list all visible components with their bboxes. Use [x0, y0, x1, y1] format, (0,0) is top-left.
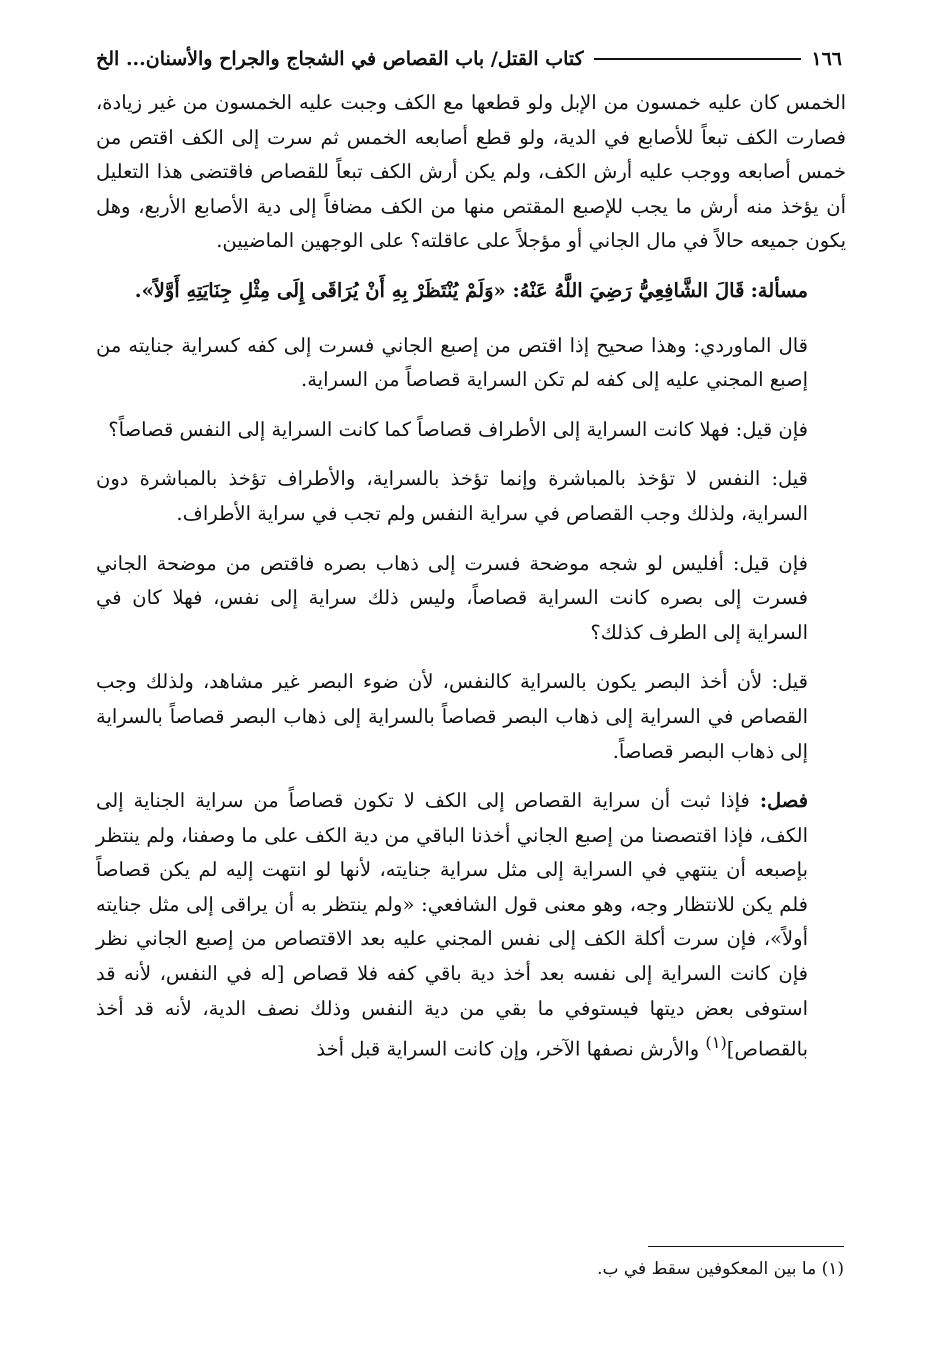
paragraph-reply-2: قيل: لأن أخذ البصر يكون بالسراية كالنفس، لأن ضوء البصر غير مشاهد، ولذلك وجب القصاص في السراية إلى ذهاب البصر قصاصاً بالسراية إلى ذهاب البصر قصاصاً بالسراية إلى ذهاب البصر قصاصاً.: [96, 670, 808, 763]
footnote-marker[interactable]: (١): [705, 1033, 727, 1053]
header-rule: [594, 58, 802, 60]
page-number: ١٦٦: [811, 48, 842, 70]
page-header: [96, 42, 842, 76]
paragraph-reply-1: قيل: النفس لا تؤخذ بالمباشرة وإنما تؤخذ بالسراية، والأطراف تؤخذ بالمباشرة دون السراية، ولذلك وجب القصاص في سراية النفس ولم تجب في سراية الأطراف.: [96, 467, 808, 525]
fasl-label: فصل:: [759, 789, 809, 813]
paragraph-masala: [96, 274, 846, 309]
page-body: [96, 86, 846, 1067]
fasl-text: فإذا ثبت أن سراية القصاص إلى الكف لا تكون قصاصاً من سراية الجناية إلى الكف، فإذا اقتصصنا من إصبع الجاني أخذنا الباقي من دية الكف على ما وصفنا، ولم ينتظر بإصبعه أن ينتهي في السراية إلى مثل سراية جنايته، لأنها لو انتهت إليه لم يكن قصاصاً فلم يكن للانتظار وجه، وهو معنى قول الشافعي: «ولم ينتظر به أن يراقى إلى مثل جنايته أولاً»، فإن سرت أكلة الكف إلى نفس المجني عليه بعد الاقتصاص من إصبع الجاني نظر فإن كانت السراية إلى نفسه بعد أخذ دية باقي كفه فلا قصاص [له في النفس، لأنه قد استوفى بعض ديتها فيستوفي ما بقي من دية النفس وذلك نصف الدية، لأنه قد أخذ بالقصاص]: [96, 789, 808, 1061]
masala-quote: قَالَ الشَّافِعِيُّ رَضِيَ اللَّهُ عَنْهُ: «وَلَمْ يُنْتَظَرْ بِهِ أَنْ يُرَاقَى إِلَى مِثْلِ جِنَايَتِهِ أَوَّلاً».: [134, 278, 745, 302]
fasl-text-end: والأرش نصفها الآخر، وإن كانت السراية قبل أخذ: [316, 1037, 706, 1061]
paragraph-objection-1: فإن قيل: فهلا كانت السراية إلى الأطراف قصاصاً كما كانت السراية إلى النفس قصاصاً؟: [108, 417, 808, 441]
paragraph-mawardi: قال الماوردي: وهذا صحيح إذا اقتص من إصبع الجاني فسرت إلى كفه كسراية جنايته من إصبع المجني عليه إلى كفه لم تكن السراية قصاصاً من السراية.: [96, 333, 808, 392]
running-title: كتاب القتل/ باب القصاص في الشجاج والجراح والأسنان... الخ: [96, 48, 584, 70]
paragraph-fasl: [96, 784, 846, 1067]
paragraph-continuation: الخمس كان عليه خمسون من الإبل ولو قطعها مع الكف وجبت عليه الخمسون من غير زيادة، فصارت الكف تبعاً للأصابع في الدية، ولو قطع أصابعه الخمس ثم سرت إلى الكف اقتص من خمس أصابعه ووجب عليه أرش الكف، ولم يكن أرش الكف تبعاً للقصاص فاقتضى هذا التعليل أن يؤخذ منه أرش ما يجب للإصبع المقتص منها من الكف مضافاً إلى دية الأصابع الأربع، وهل يكون جميعه حالاً في مال الجاني أو مؤجلاً على عاقلته؟ على الوجهين الماضيين.: [96, 91, 846, 253]
footnote-text: ما بين المعكوفين سقط في ب.: [597, 1259, 817, 1279]
paragraph-objection-2: فإن قيل: أفليس لو شجه موضحة فسرت إلى ذهاب بصره فاقتص من موضحة الجاني فسرت إلى بصره كانت السراية قصاصاً، وليس ذلك سراية إلى نفس، فهلا كان في السراية إلى الطرف كذلك؟: [96, 551, 808, 644]
footnote-divider: [648, 1246, 844, 1247]
masala-label: مسألة:: [750, 278, 808, 302]
footnote-number: (١): [821, 1259, 844, 1279]
footnote: [96, 1254, 844, 1284]
